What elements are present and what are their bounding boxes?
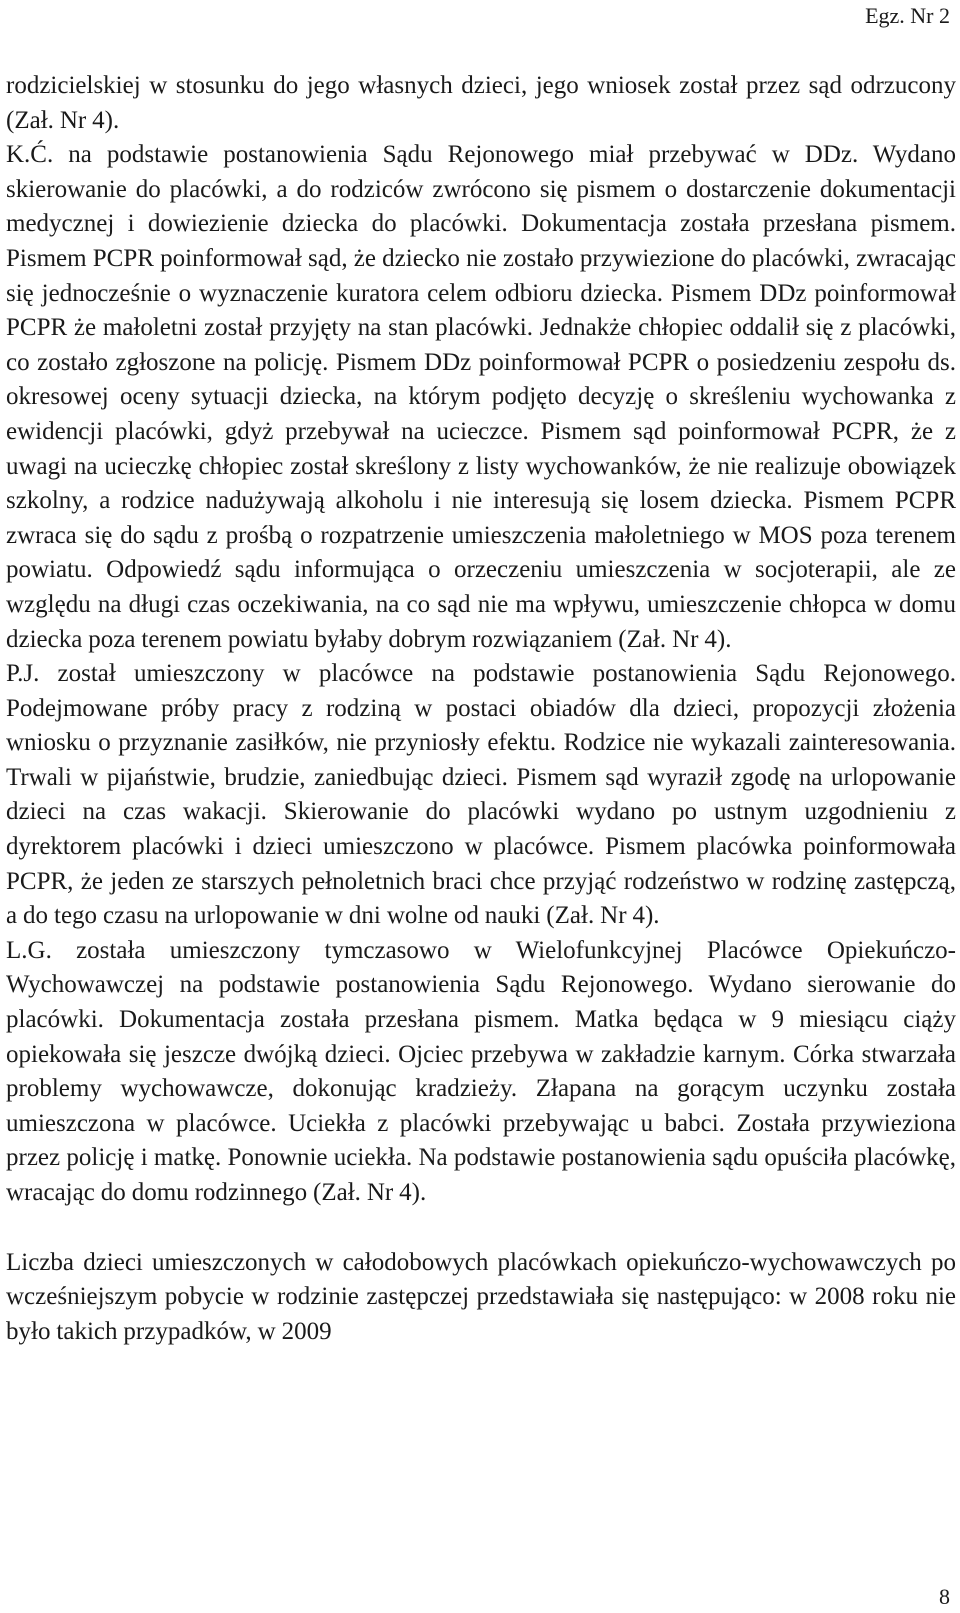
copy-number-label: Egz. Nr 2 [865, 3, 950, 28]
paragraph-gap [6, 1211, 956, 1246]
paragraph-statistics: Liczba dzieci umieszczonych w całodobowych placówkach opiekuńczo-wychowawczych po wcześniejszym pobycie w rodzinie zastępczej przedstawiała się następująco: w 2008 roku nie było takich przypadków, w 2009 [6, 1248, 956, 1345]
paragraph-continuation: rodzicielskiej w stosunku do jego własnych dzieci, jego wniosek został przez sąd odrzucony (Zał. Nr 4). [6, 72, 956, 134]
paragraph-kc-case: K.Ć. na podstawie postanowienia Sądu Rejonowego miał przebywać w DDz. Wydano skierowanie do placówki, a do rodziców zwrócono się pismem o dostarczenie dokumentacji medycznej i dowiezienie dziecka do placówki. Dokumentacja została przesłana pismem. Pismem PCPR poinformował sąd, że dziecko nie zostało przywiezione do placówki, zwracając się jednocześnie o wyznaczenie kuratora celem odbioru dziecka. Pismem DDz poinformował PCPR że małoletni został przyjęty na stan placówki. Jednakże chłopiec oddalił się z placówki, co zostało zgłoszone na policję. Pismem DDz poinformował PCPR o posiedzeniu zespołu ds. okresowej oceny sytuacji dziecka, na którym podjęto decyzję o skreśleniu wychowanka z ewidencji placówki, gdyż przebywał na ucieczce. Pismem sąd poinformował PCPR, że z uwagi na ucieczkę chłopiec został skreślony z listy wychowanków, że nie realizuje obowiązek szkolny, a rodzice nadużywają alkoholu i nie interesują się losem dziecka. Pismem PCPR zwraca się do sądu z prośbą o rozpatrzenie umieszczenia małoletniego w MOS poza terenem powiatu. Odpowiedź sądu informująca o orzeczeniu umieszczenia w socjoterapii, ale ze względu na długi czas oczekiwania, na co sąd nie ma wpływu, umieszczenie chłopca w domu dziecka poza terenem powiatu byłaby dobrym rozwiązaniem (Zał. Nr 4). [6, 141, 956, 653]
page-number: 8 [939, 1584, 950, 1609]
paragraph-pj-case: P.J. został umieszczony w placówce na podstawie postanowienia Sądu Rejonowego. Podejmowane próby pracy z rodziną w postaci obiadów dla dzieci, propozycji złożenia wniosku o przyznanie zasiłków, nie przyniosły efektu. Rodzice nie wykazali zainteresowania. Trwali w pijaństwie, brudzie, zaniedbując dzieci. Pismem sąd wyraził zgodę na urlopowanie dzieci na czas wakacji. Skierowanie do placówki wydano po ustnym uzgodnieniu z dyrektorem placówki i dzieci umieszczono w placówce. Pismem placówka poinformowała PCPR, że jeden ze starszych pełnoletnich braci chce przyjąć rodzeństwo w rodzinę zastępczą, a do tego czasu na urlopowanie w dni wolne od nauki (Zał. Nr 4). [6, 660, 956, 930]
document-body [6, 69, 956, 1349]
paragraph-lg-case: L.G. została umieszczony tymczasowo w Wielofunkcyjnej Placówce Opiekuńczo-Wychowawczej na podstawie postanowienia Sądu Rejonowego. Wydano sierowanie do placówki. Dokumentacja została przesłana pismem. Matka będąca w 9 miesiącu ciąży opiekowała się jeszcze dwójką dzieci. Ojciec przebywa w zakładzie karnym. Córka stwarzała problemy wychowawcze, dokonując kradzieży. Złapana na gorącym uczynku została umieszczona w placówce. Uciekła z placówki przebywając u babci. Została przywieziona przez policję i matkę. Ponownie uciekła. Na podstawie postanowienia sądu opuściła placówkę, wracając do domu rodzinnego (Zał. Nr 4). [6, 936, 956, 1206]
